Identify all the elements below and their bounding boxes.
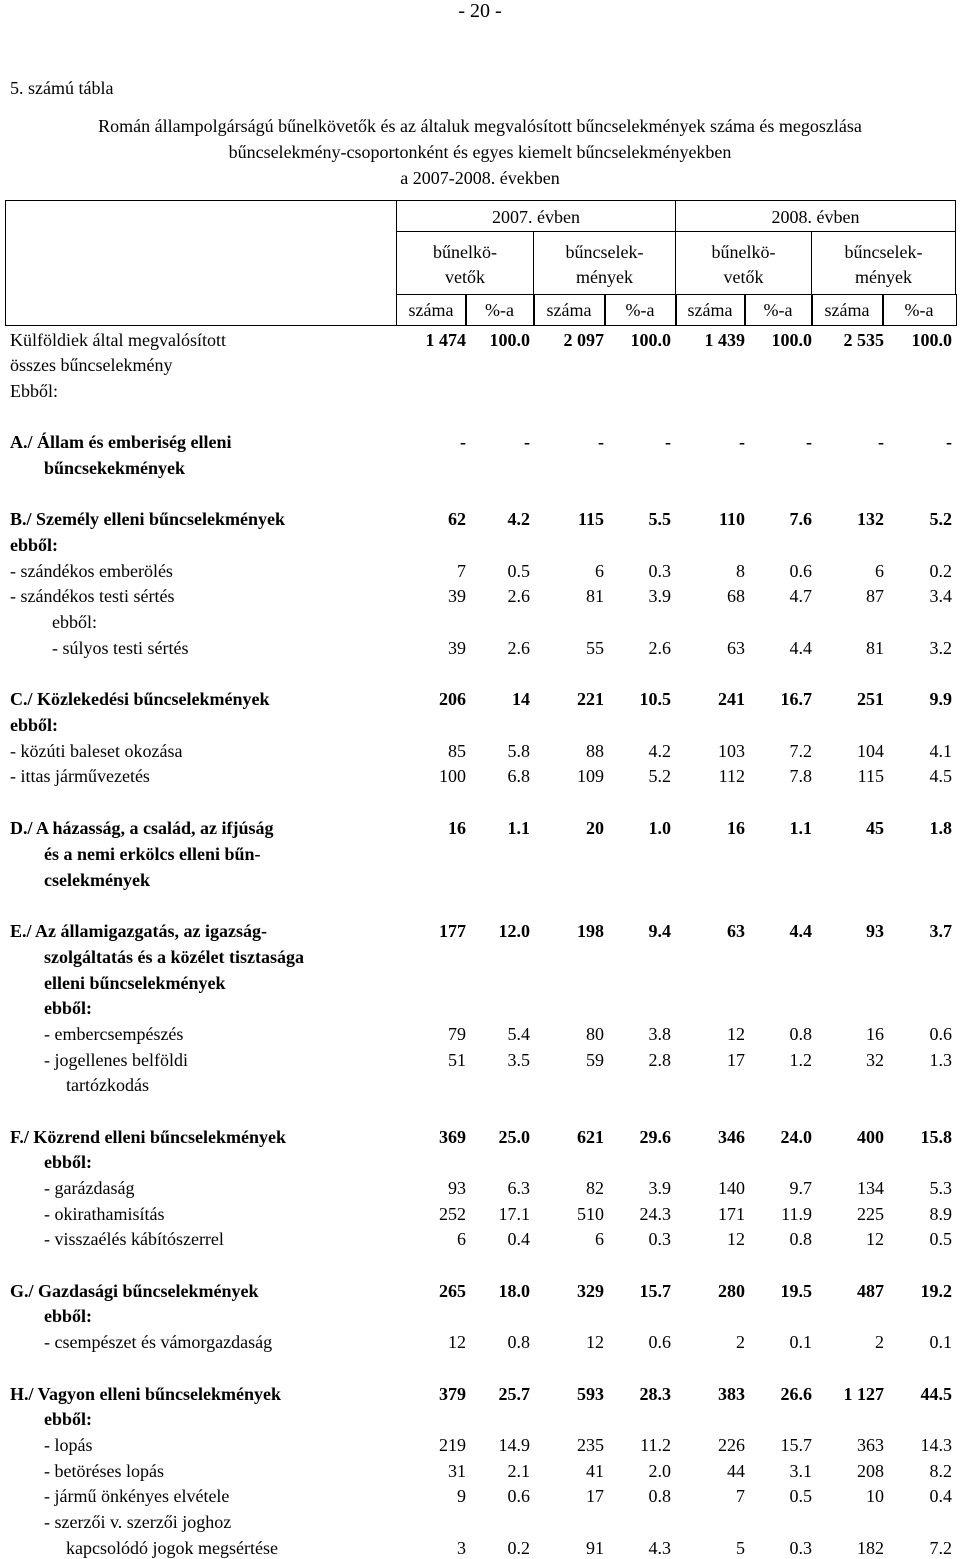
table-cell: 19.5: [780, 1281, 812, 1301]
table-cell: -: [946, 432, 952, 452]
table-cell: 20: [586, 818, 604, 838]
table-cell: 134: [857, 1178, 884, 1198]
table-cell: 1.3: [929, 1050, 952, 1070]
table-cell: 5.4: [507, 1024, 530, 1044]
row-label: - szándékos emberölés: [10, 561, 173, 581]
table-cell: 2.0: [648, 1461, 671, 1481]
table-cell: 265: [439, 1281, 466, 1301]
table-cell: 16.7: [780, 689, 812, 709]
table-cell: 26.6: [780, 1384, 812, 1404]
table-cell: 100.0: [911, 330, 952, 350]
table-cell: 5.2: [648, 766, 671, 786]
table-cell: 39: [448, 586, 466, 606]
table-cell: 51: [448, 1050, 466, 1070]
table-cell: 346: [718, 1127, 745, 1147]
table-cell: 81: [586, 586, 604, 606]
header-subcol-label: száma: [687, 300, 733, 320]
table-cell: 379: [439, 1384, 466, 1404]
row-label: kapcsolódó jogok megsértése: [66, 1538, 278, 1558]
row-label: ebből:: [10, 715, 59, 735]
table-cell: 1 474: [425, 330, 466, 350]
table-cell: 87: [866, 586, 884, 606]
table-cell: 17: [586, 1486, 604, 1506]
row-label: - garázdaság: [44, 1178, 135, 1198]
table-cell: 2: [736, 1332, 745, 1352]
table-cell: 2 535: [843, 330, 884, 350]
table-cell: 55: [586, 638, 604, 658]
table-cell: 59: [586, 1050, 604, 1070]
table-cell: 24.3: [639, 1204, 671, 1224]
table-cell: 25.7: [498, 1384, 530, 1404]
header-subcol-label: %-a: [485, 300, 514, 320]
row-label: - súlyos testi sértés: [52, 638, 189, 658]
table-cell: -: [665, 432, 671, 452]
table-cell: 0.2: [929, 561, 952, 581]
table-cell: 3.4: [929, 586, 952, 606]
table-cell: 0.8: [789, 1229, 812, 1249]
table-cell: 621: [577, 1127, 604, 1147]
row-label: - betöréses lopás: [44, 1461, 164, 1481]
row-label: - csempészet és vámorgazdaság: [44, 1332, 273, 1352]
table-cell: 0.8: [648, 1486, 671, 1506]
header-subcol-label: száma: [824, 300, 870, 320]
table-cell: 10: [866, 1486, 884, 1506]
title-line-1: Román állampolgárságú bűnelkövetők és az általuk megvalósított bűncselekmények száma és megoszlása: [98, 116, 862, 136]
table-cell: 9: [457, 1486, 466, 1506]
table-cell: 0.5: [789, 1486, 812, 1506]
row-label: - közúti baleset okozása: [10, 741, 183, 761]
table-cell: 363: [857, 1435, 884, 1455]
table-cell: 0.3: [648, 1229, 671, 1249]
table-cell: 8: [736, 561, 745, 581]
table-cell: 0.3: [648, 561, 671, 581]
table-cell: 235: [577, 1435, 604, 1455]
table-cell: 6: [457, 1229, 466, 1249]
table-cell: 9.4: [648, 921, 671, 941]
table-label: 5. számú tábla: [10, 78, 114, 98]
table-cell: 400: [857, 1127, 884, 1147]
header-group-1-line2: vetők: [445, 267, 485, 287]
row-label: ebből:: [44, 1409, 93, 1429]
table-cell: 63: [727, 921, 745, 941]
table-cell: 2: [875, 1332, 884, 1352]
header-subcol-label: száma: [546, 300, 592, 320]
table-cell: 0.6: [648, 1332, 671, 1352]
table-cell: 24.0: [780, 1127, 812, 1147]
table-cell: 1.0: [648, 818, 671, 838]
table-cell: 110: [718, 509, 745, 529]
row-label: F./ Közrend elleni bűncselekmények: [10, 1127, 287, 1147]
row-label: - szerzői v. szerzői joghoz: [44, 1512, 232, 1532]
row-label: szolgáltatás és a közélet tisztasága: [44, 947, 304, 967]
table-cell: 5: [736, 1538, 745, 1558]
table-cell: 221: [577, 689, 604, 709]
header-group-4-line1: bűncselek-: [844, 242, 923, 262]
header-subcol-label: száma: [408, 300, 454, 320]
table-cell: 63: [727, 638, 745, 658]
header-subcol-label: %-a: [904, 300, 934, 320]
table-cell: 103: [718, 741, 745, 761]
table-cell: 82: [586, 1178, 604, 1198]
header-year-2007: 2007. évben: [492, 207, 580, 227]
table-cell: 12: [866, 1229, 884, 1249]
table-cell: 0.6: [929, 1024, 952, 1044]
table-cell: 115: [857, 766, 884, 786]
row-label: elleni bűncselekmények: [44, 973, 226, 993]
table-cell: 19.2: [920, 1281, 952, 1301]
table-cell: 9.9: [929, 689, 952, 709]
table-cell: 6.3: [507, 1178, 530, 1198]
header-year-2008: 2008. évben: [771, 207, 860, 227]
table-cell: -: [524, 432, 530, 452]
table-cell: 4.2: [507, 509, 530, 529]
row-label: E./ Az államigazgatás, az igazság-: [10, 921, 267, 941]
table-cell: 487: [857, 1281, 884, 1301]
table-cell: 12: [586, 1332, 604, 1352]
table-cell: 0.2: [507, 1538, 530, 1558]
row-label: - jogellenes belföldi: [44, 1050, 188, 1070]
table-cell: 100.0: [630, 330, 671, 350]
table-cell: 4.7: [789, 586, 812, 606]
table-cell: 100: [439, 766, 466, 786]
title-line-2: bűncselekmény-csoportonként és egyes kiemelt bűncselekményekben: [228, 142, 732, 162]
table-cell: 25.0: [498, 1127, 530, 1147]
table-cell: 1.1: [789, 818, 812, 838]
table-cell: 39: [448, 638, 466, 658]
table-cell: 0.4: [929, 1486, 952, 1506]
table-cell: 3.2: [929, 638, 952, 658]
table-cell: 32: [866, 1050, 884, 1070]
table-cell: 44.5: [920, 1384, 952, 1404]
table-cell: -: [806, 432, 812, 452]
table-cell: 3.7: [929, 921, 952, 941]
row-label: A./ Állam és emberiség elleni: [10, 432, 232, 452]
table-cell: 5.5: [648, 509, 671, 529]
table-cell: 45: [866, 818, 884, 838]
table-cell: 383: [718, 1384, 745, 1404]
table-cell: 81: [866, 638, 884, 658]
table-cell: -: [460, 432, 466, 452]
table-cell: 280: [718, 1281, 745, 1301]
table-cell: 93: [448, 1178, 466, 1198]
table-cell: 251: [857, 689, 884, 709]
header-group-1-line1: bűnelkö-: [433, 242, 497, 262]
header-group-2-line2: mények: [576, 267, 633, 287]
table-cell: 15.8: [920, 1127, 952, 1147]
table-cell: 0.6: [789, 561, 812, 581]
row-label: - okirathamisítás: [44, 1204, 165, 1224]
table-cell: 329: [577, 1281, 604, 1301]
table-cell: 3.5: [507, 1050, 530, 1070]
table-cell: 16: [448, 818, 466, 838]
table-cell: 6: [595, 1229, 604, 1249]
table-cell: 85: [448, 741, 466, 761]
table-cell: 369: [439, 1127, 466, 1147]
table-cell: 2.6: [648, 638, 671, 658]
table-cell: 17: [727, 1050, 745, 1070]
header-subcol-label: %-a: [625, 300, 655, 320]
row-label: ebből:: [44, 1152, 93, 1172]
table-cell: 177: [439, 921, 466, 941]
table-cell: 11.9: [781, 1204, 812, 1224]
table-cell: 4.1: [929, 741, 952, 761]
table-cell: 206: [439, 689, 466, 709]
table-cell: 7.8: [789, 766, 812, 786]
table-cell: 29.6: [639, 1127, 671, 1147]
table-cell: 5.8: [507, 741, 530, 761]
table-cell: 12: [727, 1229, 745, 1249]
row-label: összes bűncselekmény: [10, 355, 173, 375]
table-cell: 112: [718, 766, 745, 786]
table-cell: 3.1: [789, 1461, 812, 1481]
page-number: - 20 -: [458, 0, 502, 22]
table-cell: 8.9: [929, 1204, 952, 1224]
table-cell: 7.2: [929, 1538, 952, 1558]
row-label: Külföldiek által megvalósított: [10, 330, 226, 350]
table-cell: 0.5: [507, 561, 530, 581]
table-cell: 100.0: [771, 330, 812, 350]
table-cell: 3: [457, 1538, 466, 1558]
row-label: ebből:: [10, 535, 59, 555]
table-cell: 17.1: [498, 1204, 530, 1224]
table-cell: 198: [577, 921, 604, 941]
table-cell: 252: [439, 1204, 466, 1224]
header-group-3-line1: bűnelkö-: [711, 242, 776, 262]
table-cell: 1.1: [507, 818, 530, 838]
row-label: - szándékos testi sértés: [10, 586, 175, 606]
table-cell: 225: [857, 1204, 884, 1224]
table-cell: 2.1: [507, 1461, 530, 1481]
row-label: B./ Személy elleni bűncselekmények: [10, 509, 285, 529]
table-cell: 0.8: [789, 1024, 812, 1044]
table-cell: 79: [448, 1024, 466, 1044]
table-cell: 15.7: [639, 1281, 671, 1301]
table-cell: 0.3: [789, 1538, 812, 1558]
table-cell: -: [598, 432, 604, 452]
row-label: - lopás: [44, 1435, 93, 1455]
header-group-4-line2: mények: [855, 267, 912, 287]
table-cell: 132: [857, 509, 884, 529]
table-cell: 12: [448, 1332, 466, 1352]
table-cell: 593: [577, 1384, 604, 1404]
row-label: D./ A házasság, a család, az ifjúság: [10, 818, 274, 838]
table-cell: 31: [448, 1461, 466, 1481]
table-cell: 9.7: [789, 1178, 812, 1198]
table-cell: 6: [595, 561, 604, 581]
row-label: - jármű önkényes elvétele: [44, 1486, 230, 1506]
table-cell: 4.3: [648, 1538, 671, 1558]
table-cell: 11.2: [640, 1435, 671, 1455]
table-cell: 1.8: [929, 818, 952, 838]
table-cell: 2.6: [507, 586, 530, 606]
table-cell: -: [878, 432, 884, 452]
table-cell: 0.8: [507, 1332, 530, 1352]
table-cell: 8.2: [929, 1461, 952, 1481]
table-cell: 28.3: [639, 1384, 671, 1404]
table-cell: 171: [718, 1204, 745, 1224]
row-label: G./ Gazdasági bűncselekmények: [10, 1281, 259, 1301]
table-cell: 219: [439, 1435, 466, 1455]
table-cell: 88: [586, 741, 604, 761]
table-cell: 16: [727, 818, 745, 838]
table-cell: 2 097: [563, 330, 604, 350]
row-label: bűncsekekmények: [44, 458, 186, 478]
title-line-3: a 2007-2008. években: [400, 168, 560, 188]
table-cell: 41: [586, 1461, 604, 1481]
table-cell: 140: [718, 1178, 745, 1198]
row-label: tartózkodás: [66, 1075, 149, 1095]
table-cell: 115: [577, 509, 604, 529]
table-cell: 91: [586, 1538, 604, 1558]
table-cell: 3.9: [648, 586, 671, 606]
table-cell: 2.6: [507, 638, 530, 658]
row-label: ebből:: [44, 998, 93, 1018]
table-cell: -: [739, 432, 745, 452]
table-cell: 226: [718, 1435, 745, 1455]
table-cell: 10.5: [639, 689, 671, 709]
table-cell: 68: [727, 586, 745, 606]
table-cell: 5.2: [929, 509, 952, 529]
header-group-2-line1: bűncselek-: [565, 242, 644, 262]
row-label: C./ Közlekedési bűncselekmények: [10, 689, 270, 709]
table-cell: 3.9: [648, 1178, 671, 1198]
table-cell: 80: [586, 1024, 604, 1044]
row-label: Ebből:: [10, 381, 58, 401]
table-cell: 14: [512, 689, 530, 709]
table-cell: 12.0: [498, 921, 530, 941]
table-cell: 1.2: [789, 1050, 812, 1070]
table-cell: 4.4: [789, 638, 812, 658]
table-cell: 44: [727, 1461, 745, 1481]
table-cell: 6.8: [507, 766, 530, 786]
header-group-3-line2: vetők: [723, 267, 764, 287]
table-cell: 100.0: [489, 330, 530, 350]
row-label: és a nemi erkölcs elleni bűn-: [44, 844, 261, 864]
table-cell: 1 439: [704, 330, 745, 350]
row-label: ebből:: [44, 1306, 93, 1326]
row-label: ebből:: [52, 612, 97, 632]
table-cell: 5.3: [929, 1178, 952, 1198]
row-label: H./ Vagyon elleni bűncselekmények: [10, 1384, 282, 1404]
table-cell: 208: [857, 1461, 884, 1481]
table-cell: 15.7: [780, 1435, 812, 1455]
table-cell: 0.4: [507, 1229, 530, 1249]
table-cell: 16: [866, 1024, 884, 1044]
table-cell: 4.4: [789, 921, 812, 941]
table-cell: 6: [875, 561, 884, 581]
table-cell: 14.3: [920, 1435, 952, 1455]
table-cell: 7: [457, 561, 466, 581]
header-subcol-label: %-a: [763, 300, 793, 320]
table-cell: 62: [448, 509, 466, 529]
table-cell: 1 127: [843, 1384, 884, 1404]
table-cell: 0.1: [789, 1332, 812, 1352]
row-label: cselekmények: [44, 870, 150, 890]
table-cell: 0.1: [929, 1332, 952, 1352]
table-cell: 93: [866, 921, 884, 941]
row-label: - embercsempészés: [44, 1024, 184, 1044]
table-cell: 510: [577, 1204, 604, 1224]
table-cell: 18.0: [498, 1281, 530, 1301]
row-label: - visszaélés kábítószerrel: [44, 1229, 224, 1249]
table-cell: 12: [727, 1024, 745, 1044]
table-cell: 14.9: [498, 1435, 530, 1455]
table-cell: 109: [577, 766, 604, 786]
table-cell: 4.2: [648, 741, 671, 761]
table-cell: 182: [857, 1538, 884, 1558]
table-cell: 2.8: [648, 1050, 671, 1070]
table-cell: 7: [736, 1486, 745, 1506]
table-cell: 104: [857, 741, 884, 761]
table-cell: 4.5: [929, 766, 952, 786]
table-cell: 7.2: [789, 741, 812, 761]
table-cell: 0.6: [507, 1486, 530, 1506]
row-label: - ittas járművezetés: [10, 766, 150, 786]
table-cell: 3.8: [648, 1024, 671, 1044]
table-cell: 241: [718, 689, 745, 709]
header-left-box: [5, 200, 397, 326]
table-cell: 7.6: [789, 509, 812, 529]
table-cell: 0.5: [929, 1229, 952, 1249]
